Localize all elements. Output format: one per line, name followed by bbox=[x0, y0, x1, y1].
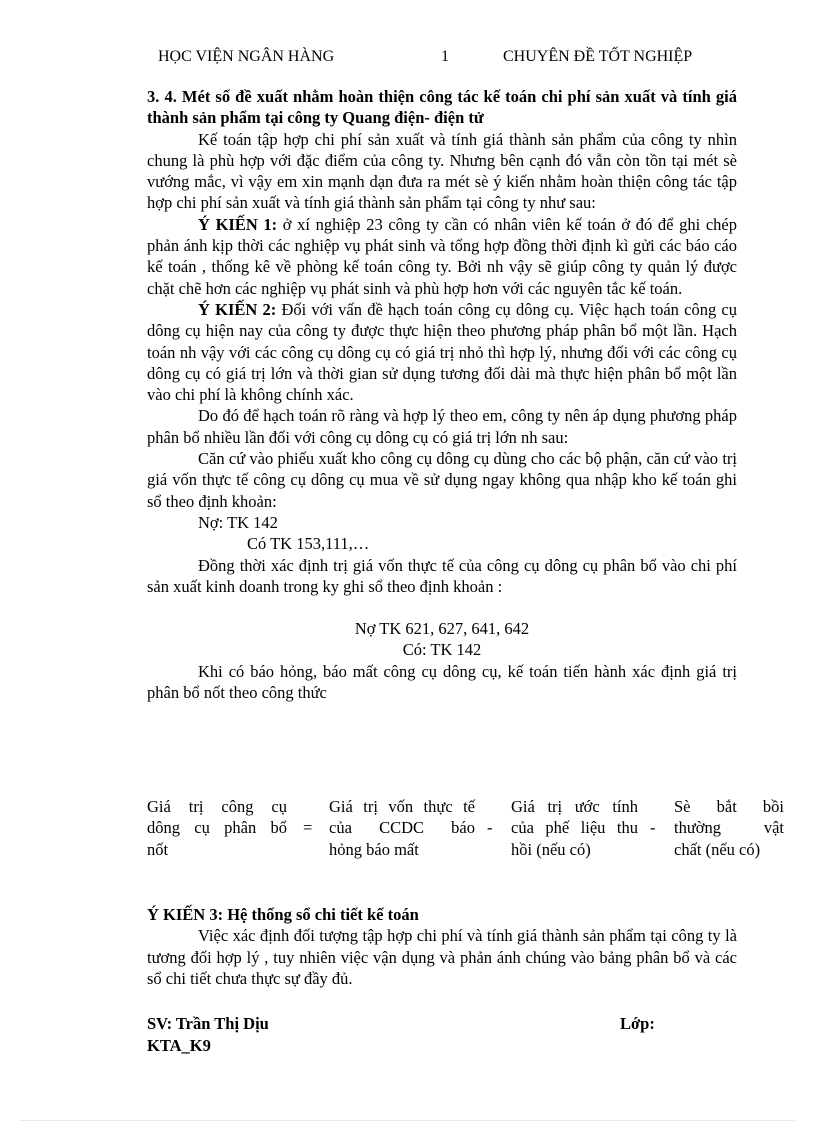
opinion-2-paragraph bbox=[147, 299, 737, 405]
entry-1-debit: Nợ: TK 142 bbox=[198, 512, 278, 532]
opinion-3-heading: Ý KIẾN 3: Hệ thống sổ chi tiết kế toán bbox=[147, 905, 419, 924]
paragraph-dong-thoi: Đồng thời xác định trị giá vốn thực tế của công cụ dông cụ phân bổ vào chi phí sản xuất kinh doanh trong ky ghi sổ theo định khoản : bbox=[147, 555, 737, 596]
header-document-type: CHUYÊN ĐỀ TỐT NGHIỆP bbox=[503, 48, 693, 65]
formula-equals: = bbox=[303, 818, 313, 837]
section-heading: 3. 4. Mét số đề xuất nhằm hoàn thiện công tác kế toán chi phí sản xuất và tính giá thành sản phẩm tại công ty Quang điện- điện tử bbox=[147, 87, 737, 128]
formula-term-actual-cost: Giá trị vốn thực tế của CCDC báo hỏng báo mất bbox=[329, 797, 475, 859]
student-name: SV: Trần Thị Dịu bbox=[147, 1014, 269, 1033]
opinion-3-text: Việc xác định đối tượng tập hợp chi phí và tính giá thành sản phẩm tại công ty là tương đối hợp lý , tuy nhiên việc vận dụng và phản ánh chúng vào bảng phân bổ và các sổ chi tiết chưa thực sự đầy đủ. bbox=[147, 926, 737, 988]
formula-term-scrap-value: Giá trị ước tính của phế liệu thu hồi (nếu có) bbox=[511, 797, 638, 859]
entry-1-credit: Có TK 153,111,… bbox=[247, 534, 370, 554]
document-body bbox=[147, 86, 737, 703]
opinion-1-paragraph bbox=[147, 214, 737, 299]
opinion-2-text: Đối với vấn đề hạch toán công cụ dông cụ. Việc hạch toán công cụ dông cụ hiện nay của công ty được thực hiện theo phương pháp phân bổ một lần. Hạch toán nh vậy với các công cụ dông cụ có giá trị nhỏ thì hợp lý, nhưng đối với các công cụ dông cụ có giá trị lớn và thời gian sử dụng tương đối dài mà thực hiện phân bổ một lần vào chi phí là không chính xác. bbox=[147, 299, 737, 405]
header-page-number: 1 bbox=[441, 48, 449, 65]
allocation-formula bbox=[147, 796, 792, 862]
paragraph-can-cu: Căn cứ vào phiếu xuất kho công cụ dông cụ dùng cho các bộ phận, căn cứ vào trị giá vốn thực tế công cụ dông cụ mua về sử dụng ngay không qua nhập kho kế toán ghi sổ theo định khoản: bbox=[147, 449, 737, 511]
opinion-3-section bbox=[147, 904, 737, 989]
class-code: KTA_K9 bbox=[147, 1036, 211, 1055]
formula-term-remaining-value: Giá trị công cụ dông cụ phân bổ nốt bbox=[147, 797, 287, 859]
page-bottom-border bbox=[20, 1120, 796, 1121]
opinion-2-label: Ý KIẾN 2: bbox=[198, 299, 277, 319]
formula-minus: - bbox=[650, 818, 656, 837]
formula-minus: - bbox=[487, 818, 493, 837]
header-institution: HỌC VIỆN NGÂN HÀNG bbox=[158, 48, 335, 65]
entry-2-debit: Nợ TK 621, 627, 641, 642 bbox=[354, 619, 530, 639]
paragraph-do-do: Do đó để hạch toán rõ ràng và hợp lý theo em, công ty nên áp dụng phương pháp phân bổ nhiều lần đối với công cụ dông cụ có giá trị lớn nh sau: bbox=[147, 406, 737, 447]
spacer bbox=[147, 597, 737, 618]
class-label: Lớp: bbox=[620, 1014, 655, 1033]
opinion-1-label: Ý KIẾN 1: bbox=[198, 214, 278, 234]
paragraph-khi-co: Khi có báo hỏng, báo mất công cụ dông cụ, kế toán tiến hành xác định giá trị phân bổ nốt theo công thức bbox=[147, 661, 737, 703]
intro-paragraph: Kế toán tập hợp chi phí sản xuất và tính giá thành sản phẩm của công ty nhìn chung là phù hợp với đặc điểm của công ty. Nhưng bên cạnh đó vẫn còn tồn tại mét sè vướng mắc, vì vậy em xin mạnh dạn đưa ra mét sè ý kiến nhằm hoàn thiện công tác tập hợp chi phí sản xuất và tính giá thành sản phẩm tại công ty như sau: bbox=[147, 129, 737, 213]
opinion-1-text: ở xí nghiệp 23 công ty cần có nhân viên kế toán ở đó để ghi chép phản ánh kịp thời các nghiệp vụ phát sinh và tổng hợp đồng thời định kì gửi các báo cáo kế toán , thống kê về phòng kế toán công ty. Bởi nh vậy sẽ giúp công ty quản lý được chặt chẽ hơn các nghiệp vụ phát sinh và phù hợp hơn với các nguyên tắc kế toán. bbox=[147, 214, 737, 298]
entry-2-credit: Có: TK 142 bbox=[402, 640, 482, 660]
formula-term-compensation: Sè bắt bồi thường vật chất (nếu có) bbox=[674, 797, 784, 859]
page-header bbox=[0, 48, 816, 72]
